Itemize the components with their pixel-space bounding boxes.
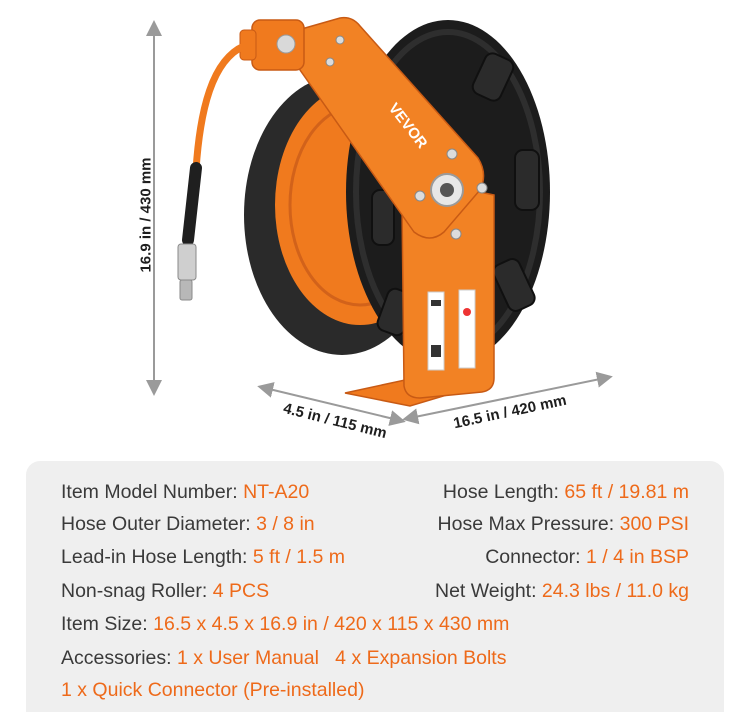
swivel-port <box>277 35 295 53</box>
accessories-value: 1 x User Manual 4 x Expansion Bolts <box>176 647 507 669</box>
leadin-label: Lead-in Hose Length: <box>61 546 253 568</box>
max-pressure-value: 300 PSI <box>619 513 689 535</box>
depth-dimension-label: 4.5 in / 115 mm <box>281 399 389 443</box>
bolt-2 <box>477 183 487 193</box>
specs-panel <box>26 461 724 712</box>
hub-center <box>440 183 454 197</box>
leadin-value: 5 ft / 1.5 m <box>252 546 346 568</box>
label-mark-3 <box>463 308 471 316</box>
warning-label-2 <box>459 290 475 368</box>
roller-value: 4 PCS <box>212 580 270 602</box>
hose-length-label: Hose Length: <box>442 481 565 503</box>
accessories-line2: 1 x Quick Connector (Pre-installed) <box>61 679 365 701</box>
label-mark-2 <box>431 345 441 357</box>
height-dimension-label: 16.9 in / 430 mm <box>137 157 155 273</box>
weight-value: 24.3 lbs / 11.0 kg <box>541 580 689 602</box>
quick-connector <box>178 244 196 280</box>
connector-value: 1 / 4 in BSP <box>586 546 689 568</box>
outer-diameter-value: 3 / 8 in <box>256 513 315 535</box>
hose-strain-relief <box>188 168 196 240</box>
connector-label: Connector: <box>485 546 587 568</box>
bolt-4 <box>415 191 425 201</box>
hose-length-value: 65 ft / 19.81 m <box>564 481 689 503</box>
size-value: 16.5 x 4.5 x 16.9 in / 420 x 115 x 430 mm <box>153 613 510 635</box>
accessories-label: Accessories: <box>61 647 177 669</box>
weight-label: Net Weight: <box>434 580 542 602</box>
disc-window-right <box>515 150 539 210</box>
bolt-3 <box>451 229 461 239</box>
bolt-1 <box>447 149 457 159</box>
width-dimension-label: 16.5 in / 420 mm <box>451 391 569 433</box>
outer-diameter-label: Hose Outer Diameter: <box>61 513 257 535</box>
connector-tip <box>180 280 192 300</box>
label-mark-1 <box>431 300 441 306</box>
brand-logo: VEVOR <box>384 99 431 152</box>
bolt-5 <box>336 36 344 44</box>
size-label: Item Size: <box>61 613 154 635</box>
max-pressure-label: Hose Max Pressure: <box>437 513 620 535</box>
model-value: NT-A20 <box>243 481 310 503</box>
bolt-6 <box>326 58 334 66</box>
roller-label: Non-snag Roller: <box>61 580 213 602</box>
lead-in-hose <box>196 46 244 170</box>
model-label: Item Model Number: <box>61 481 244 503</box>
